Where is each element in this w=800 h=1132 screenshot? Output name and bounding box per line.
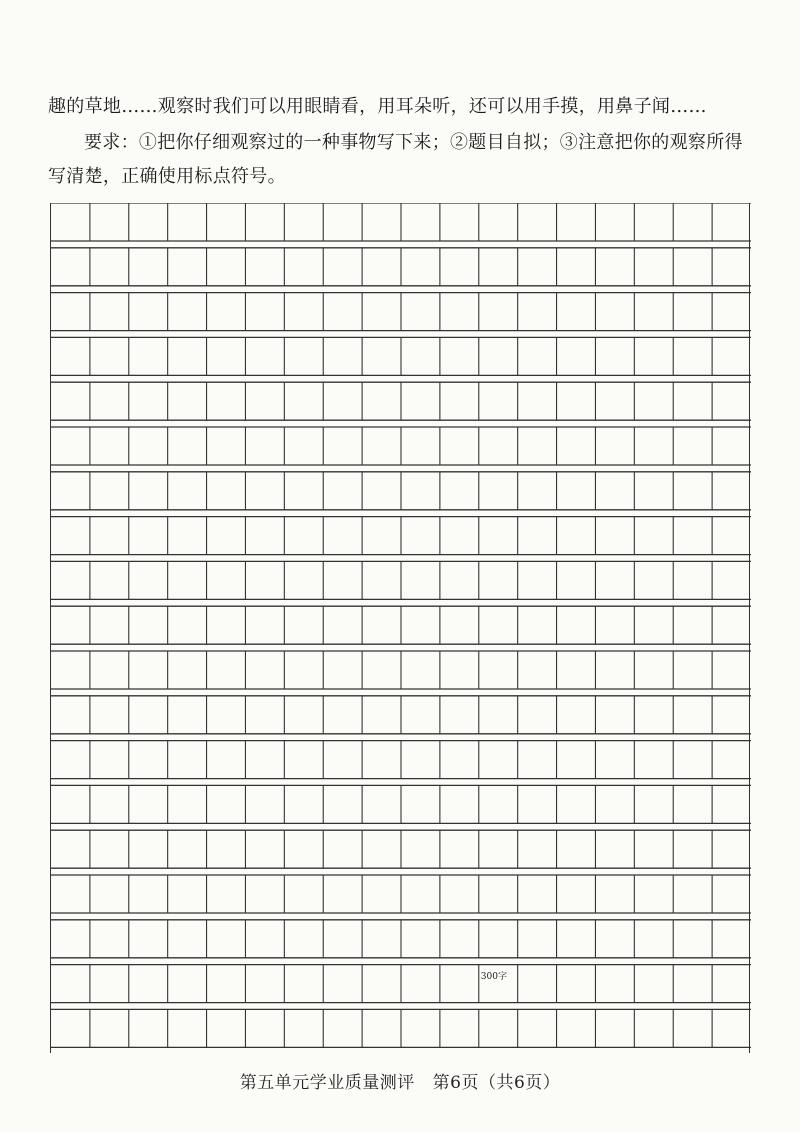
exam-title: 第五单元学业质量测评 [239, 1073, 415, 1093]
essay-prompt-line: 趣的草地……观察时我们可以用眼睛看，用耳朵听，还可以用手摸，用鼻子闻…… [48, 96, 707, 117]
writing-grid[interactable] [50, 203, 750, 1053]
word-count-marker: 300字 [480, 971, 507, 982]
essay-requirements: 要求：①把你仔细观察过的一种事物写下来；②题目自拟；③注意把你的观察所得写清楚，正确使用标点符号。 [48, 132, 743, 187]
page-number: 第6页（共6页） [432, 1073, 561, 1093]
writing-grid-lines [51, 203, 751, 1053]
page-footer [0, 1068, 800, 1093]
